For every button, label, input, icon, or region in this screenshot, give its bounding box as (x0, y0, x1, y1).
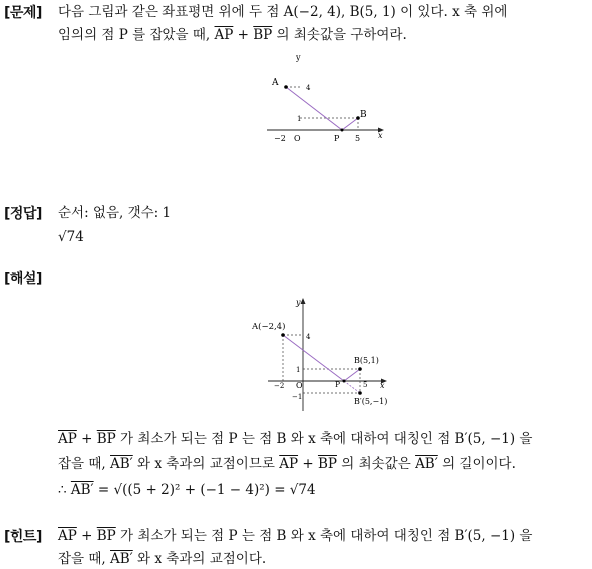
segment-abprime: AB′ (70, 482, 94, 498)
segment-ap-line (286, 87, 342, 130)
answer-value: √74 (58, 229, 84, 245)
y-axis-label: y (296, 298, 301, 307)
label-neg-two: −2 (274, 134, 286, 143)
segment-ap: $\overline{AP}$ (58, 431, 77, 447)
segment-bp-line (342, 118, 358, 130)
explanation-figure (248, 293, 408, 418)
label-b: B (360, 110, 367, 120)
x-axis-label: x (378, 131, 383, 140)
segment-pbprime-line (344, 381, 360, 393)
label-five: 5 (363, 381, 368, 389)
label-a: A (272, 78, 279, 88)
hint-line-2 (58, 550, 266, 568)
label-neg-two: −2 (274, 382, 285, 390)
hint-line-1 (58, 527, 532, 545)
hint-text: 가 최소가 되는 점 P 는 점 B 와 x 축에 대하여 대칭인 점 B′(5, −1) 을 (115, 528, 533, 544)
point-bprime (358, 391, 362, 395)
problem-line-1: 다음 그림과 같은 좌표평면 위에 두 점 A(−2, 4), B(5, 1) 이 있다. x 축 위에 (58, 4, 508, 20)
point-b (358, 367, 362, 371)
segment-bp: $\overline{BP}$ (96, 528, 116, 544)
distance-formula: = √((5 + 2)² + (−1 − 4)²) = √74 (93, 482, 316, 498)
therefore-sign: ∴ (58, 482, 71, 498)
explanation-line-2 (58, 455, 516, 473)
label-neg-one: −1 (292, 393, 303, 401)
explanation-text: 의 최솟값은 (336, 456, 416, 472)
label-one: 1 (296, 366, 301, 374)
label-four: 4 (306, 333, 311, 341)
problem-text: 임의의 점 P 를 잡았을 때, (58, 27, 215, 43)
label-four: 4 (306, 84, 311, 92)
y-axis-arrow (301, 298, 306, 304)
explanation-text: 의 길이이다. (437, 456, 516, 472)
plus-sign: + (298, 456, 318, 472)
label-a: A(−2,4) (252, 322, 286, 332)
segment-bp-line (344, 369, 360, 381)
label-p: P (334, 134, 340, 143)
problem-tag: [문제] (4, 5, 42, 21)
label-one: 1 (297, 115, 302, 123)
segment-abprime: AB′ (110, 551, 133, 567)
segment-bp: $\overline{BP}$ (317, 456, 337, 472)
explanation-line-3 (58, 481, 316, 499)
hint-tag: [힌트] (4, 529, 42, 545)
segment-bp: $\overline{BP}$ (96, 431, 116, 447)
segment-ap-line (283, 335, 344, 381)
segment-ap: $\overline{AP}$ (279, 456, 299, 472)
point-p (341, 129, 344, 132)
answer-tag: [정답] (4, 206, 42, 222)
point-p (343, 380, 346, 383)
point-a (284, 85, 288, 89)
plus-sign: + (76, 528, 97, 544)
explanation-line-1 (58, 430, 532, 448)
segment-bp: $\overline{BP}$ (253, 27, 273, 43)
label-origin: O (294, 134, 301, 143)
segment-abprime: AB′ (415, 456, 438, 472)
segment-ap: $\overline{AP}$ (214, 27, 234, 43)
answer-line-1: 순서: 없음, 갯수: 1 (58, 205, 172, 221)
segment-abprime: AB′ (110, 456, 133, 472)
hint-text: 잡을 때, (58, 551, 110, 567)
explanation-text: 와 x 축과의 교점이므로 (132, 456, 280, 472)
point-a (281, 333, 285, 337)
problem-figure (260, 48, 400, 148)
x-axis-label: x (380, 381, 385, 390)
problem-text: 의 최솟값을 구하여라. (272, 27, 407, 43)
y-axis-label: y (296, 53, 301, 62)
explanation-text: 잡을 때, (58, 456, 110, 472)
explanation-text: 가 최소가 되는 점 P 는 점 B 와 x 축에 대하여 대칭인 점 B′(5, −1) 을 (115, 431, 533, 447)
plus-sign: + (76, 431, 97, 447)
label-origin: O (296, 381, 303, 390)
problem-line-2 (58, 26, 407, 44)
label-five: 5 (355, 134, 361, 143)
label-p: P (335, 380, 341, 389)
hint-text: 와 x 축과의 교점이다. (132, 551, 267, 567)
segment-ap: $\overline{AP}$ (58, 528, 77, 544)
explanation-tag: [해설] (4, 271, 42, 287)
label-b: B(5,1) (354, 356, 379, 365)
label-bprime: B′(5,−1) (354, 397, 388, 406)
plus-sign: + (233, 27, 254, 43)
